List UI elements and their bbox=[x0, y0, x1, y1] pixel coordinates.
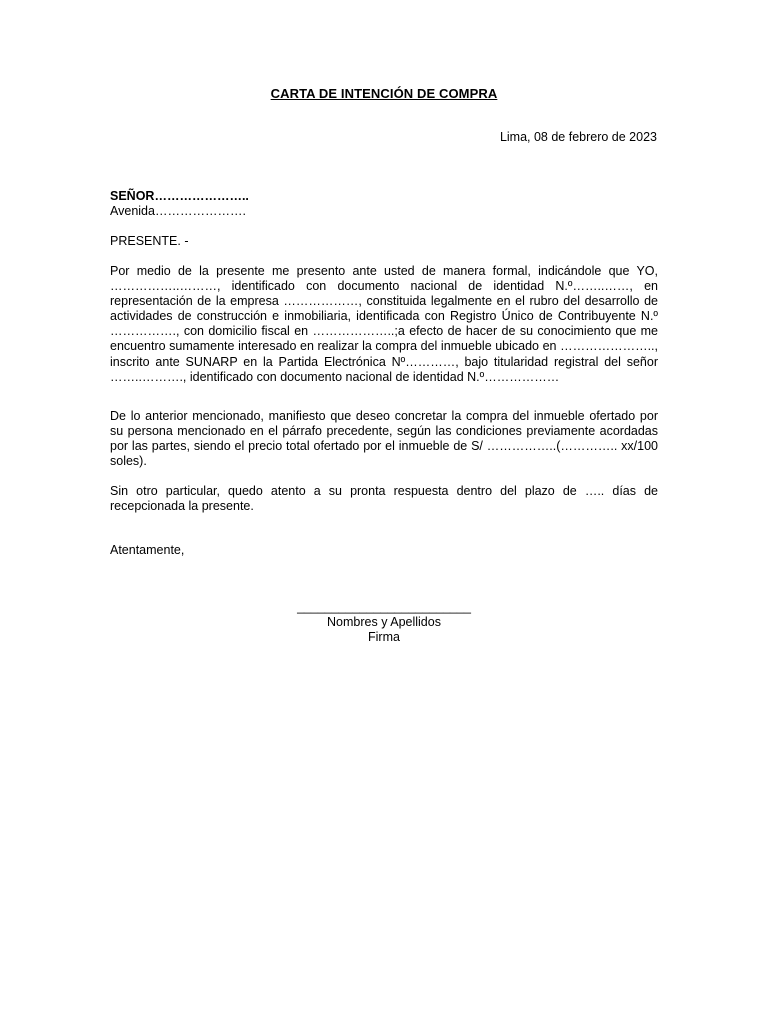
recipient-block bbox=[110, 189, 249, 219]
signature-firma-label: Firma bbox=[368, 630, 400, 644]
salutation: PRESENTE. - bbox=[110, 234, 189, 248]
date-line: Lima, 08 de febrero de 2023 bbox=[499, 130, 657, 144]
paragraph-intro: Por medio de la presente me presento ante usted de manera formal, indicándole que YO, ……………..………, identificado con documento nacional de identidad N.º……..……, en representación de la empresa ………………, constituida legalmente en el rubro del desarrollo de actividades de construcción e inmobiliaria, identificada con Registro Único de Contribuyente N.º ……………., con domicilio fiscal en ………………..;a efecto de hacer de su conocimiento que me encuentro sumamente interesado en realizar la compra del inmueble ubicado en ………………….., inscrito ante SUNARP en la Partida Electrónica Nº…………, bajo titularidad registral del señor ……..………., identificado con documento nacional de identidad N.º……………… bbox=[110, 264, 658, 384]
signature-name-label: Nombres y Apellidos bbox=[327, 615, 441, 629]
paragraph-closing: Sin otro particular, quedo atento a su pronta respuesta dentro del plazo de ….. días de recepcionada la presente. bbox=[110, 484, 658, 514]
document-title: CARTA DE INTENCIÓN DE COMPRA bbox=[270, 86, 498, 101]
closing-text: Atentamente, bbox=[110, 543, 185, 557]
paragraph-offer: De lo anterior mencionado, manifiesto que deseo concretar la compra del inmueble ofertado por su persona mencionado en el párrafo precedente, según las condiciones previamente acordadas por las partes, siendo el precio total ofertado por el inmueble de S/ ……………..(………….. xx/100 soles). bbox=[110, 409, 658, 469]
signature-line: _________________________ bbox=[297, 600, 471, 614]
recipient-name: SEÑOR………………….. bbox=[110, 189, 249, 203]
signature-block bbox=[284, 600, 484, 645]
recipient-address: Avenida…………………. bbox=[110, 204, 246, 218]
